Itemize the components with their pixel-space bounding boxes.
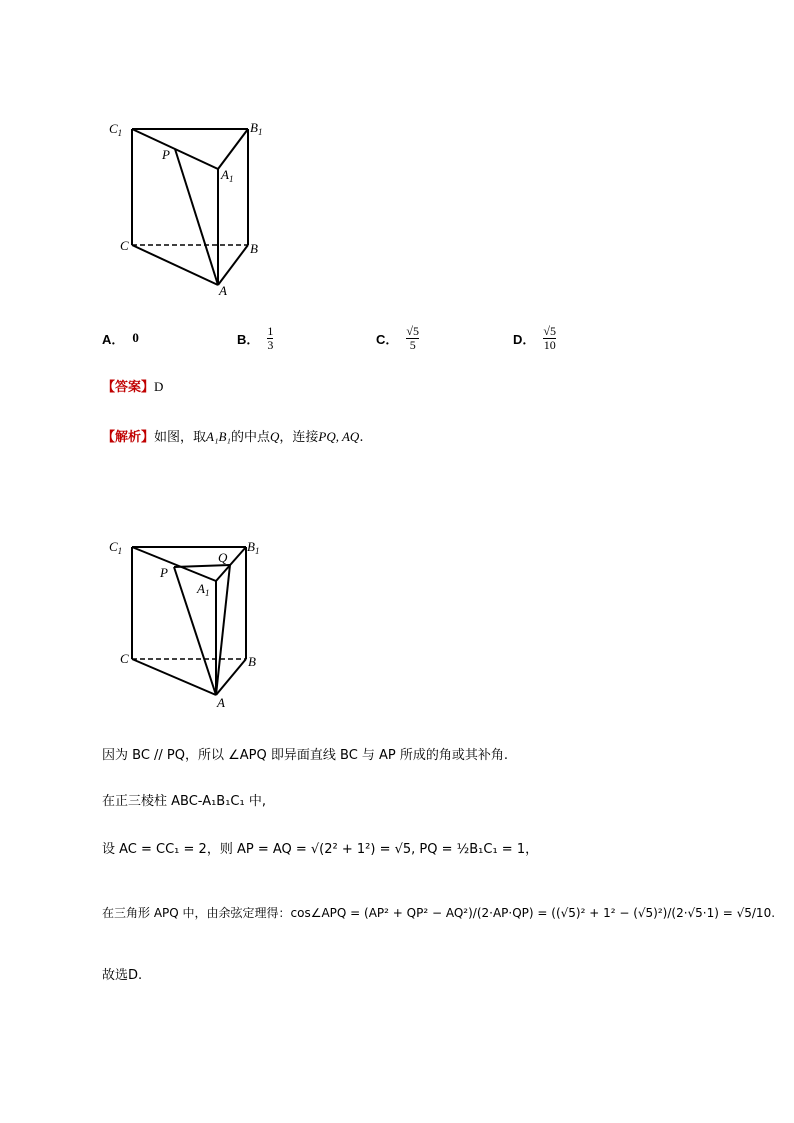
label-c1: $C_1$ — [109, 121, 123, 138]
option-b: B． $\frac{1}{3}$ — [237, 323, 274, 352]
label-q: Q — [218, 550, 228, 565]
solution-line-3: 设 AC = CC₁ = 2，则 AP = AQ = √(2² + 1²) = √5, PQ = ½B₁C₁ = 1， — [102, 842, 539, 857]
explanation-tag: 【解析】 — [102, 430, 155, 445]
label-p: P — [160, 565, 168, 580]
label-b1: $B_1$ — [250, 120, 263, 137]
answer-line — [102, 376, 163, 395]
label-c: C — [120, 651, 129, 666]
solution-line-4: 在三角形 APQ 中，由余弦定理得：cos∠APQ = (AP² + QP² − AQ²)/(2·AP·QP) = ((√5)² + 1² − (√5)²)/(2·√5·1) = √5/10. — [102, 906, 776, 920]
label-b: B — [248, 654, 256, 669]
explanation-line: 【解析】如图，取A₁B₁的中点Q，连接PQ, AQ. — [102, 429, 364, 445]
prism-figure-1 — [100, 115, 290, 305]
fraction: $\frac{1}{3}$ — [267, 323, 274, 352]
label-b: B — [250, 241, 258, 256]
solution-line-1: 因为 BC // PQ，所以 ∠APQ 即异面直线 BC 与 AP 所成的角或其补角. — [102, 748, 509, 763]
answer-tag: 【答案】 — [102, 380, 155, 395]
label-b1: $B_1$ — [247, 539, 260, 556]
label-p: P — [162, 147, 170, 162]
option-c: C． $\frac{√5}{5}$ — [376, 323, 419, 352]
label-c: C — [120, 238, 129, 253]
solution-line-5: 故选D. — [102, 968, 143, 983]
label-a: A — [217, 695, 225, 710]
label-a1: $A_1$ — [197, 581, 210, 598]
label-a: A — [219, 283, 227, 298]
label-c1: $C_1$ — [109, 539, 123, 556]
fraction: $\frac{√5}{5}$ — [406, 323, 419, 352]
prism-figure-2 — [100, 535, 290, 715]
label-a1: $A_1$ — [221, 167, 234, 184]
answer-value: D — [154, 379, 164, 394]
solution-line-2: 在正三棱柱 ABC-A₁B₁C₁ 中, — [102, 794, 266, 809]
fraction: $\frac{√5}{10}$ — [543, 323, 556, 352]
option-d: D． $\frac{√5}{10}$ — [513, 323, 556, 352]
option-a: A． 0 — [102, 330, 139, 347]
